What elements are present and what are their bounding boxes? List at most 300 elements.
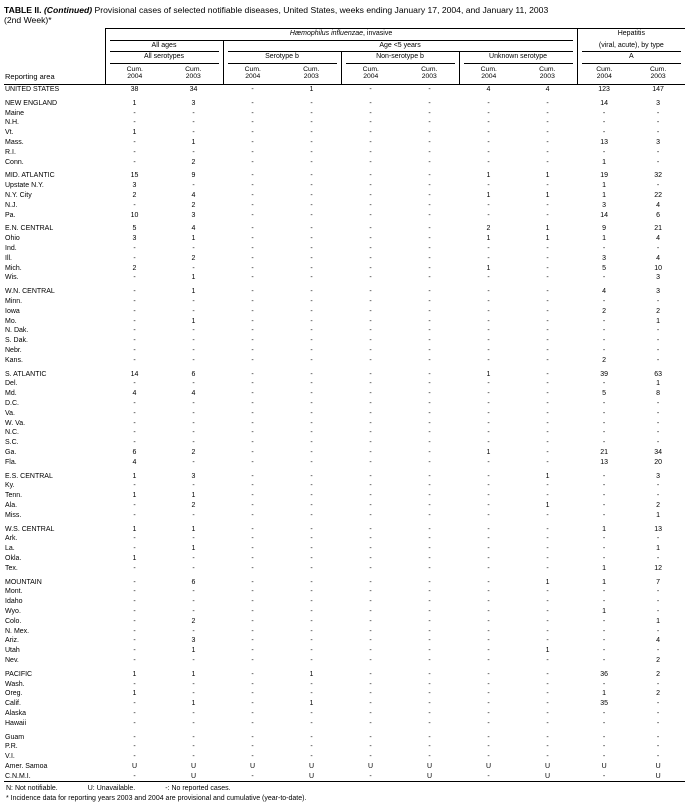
value-cell: - [369,380,372,388]
value-cell: - [192,598,195,606]
value-cell: - [428,700,431,708]
value-cell: - [133,419,136,427]
value-cell: - [487,627,490,635]
reporting-area-cell: S.C. [5,439,19,447]
value-cell: - [310,298,313,306]
value-cell: 2 [656,501,661,509]
value-cell: - [428,588,431,596]
value-cell: - [310,356,313,364]
value-cell: 4 [132,390,137,398]
col-header-cum-2003: Cum. 2003 [518,64,577,85]
value-cell: - [487,501,490,509]
value-cell: - [428,182,431,190]
value-cell: - [133,307,136,315]
value-cell: 2 [656,690,661,698]
reporting-area-cell: N.C. [5,429,19,437]
value-cell: 2 [191,158,196,166]
table-row [4,234,685,244]
value-cell: 3 [132,182,137,190]
value-cell: 3 [191,637,196,645]
value-cell: - [310,129,313,137]
value-cell: - [310,709,313,717]
region-row [4,468,685,482]
data-table [4,28,685,782]
value-cell: - [133,380,136,388]
value-cell: - [602,733,606,741]
value-cell: 3 [191,211,196,219]
value-cell: - [602,743,606,751]
value-cell: - [192,264,195,272]
value-cell: - [487,274,490,282]
value-cell: 36 [600,670,608,678]
reporting-area-cell: W. Va. [5,419,26,427]
value-cell: - [428,492,431,500]
value-cell: 22 [654,192,662,200]
value-cell: - [251,647,254,655]
value-cell: - [369,327,372,335]
value-cell: - [428,458,431,466]
value-cell: - [369,545,372,553]
value-cell: - [369,347,372,355]
value-cell: - [251,578,254,586]
value-cell: - [310,501,313,509]
reporting-area-cell: E.S. CENTRAL [5,472,53,480]
value-cell: - [369,148,372,156]
value-cell: - [487,578,490,586]
value-cell: - [369,182,372,190]
value-cell: - [251,390,254,398]
value-cell: - [369,439,372,447]
value-cell: - [369,307,372,315]
value-cell: - [656,607,660,615]
value-cell: 2 [602,307,607,315]
value-cell: - [487,158,490,166]
reporting-area-cell: N.J. [5,201,18,209]
col-header-cum-2003: Cum. 2003 [282,64,341,85]
value-cell: - [546,492,549,500]
reporting-area-cell: NEW ENGLAND [5,99,58,107]
value-cell: 1 [486,235,491,243]
value-cell: - [428,317,431,325]
value-cell: - [369,139,372,147]
value-cell: - [369,656,372,664]
value-cell: - [546,254,549,262]
value-cell: - [310,327,313,335]
value-cell: - [546,448,549,456]
reporting-area-cell: N. Dak. [5,327,29,335]
value-cell: 3 [132,235,137,243]
value-cell: 2 [191,254,196,262]
value-cell: - [602,709,606,717]
legend [4,784,686,793]
value-cell: - [251,235,254,243]
value-cell: - [487,670,490,678]
value-cell: - [602,598,606,606]
value-cell: - [546,753,549,761]
value-cell: - [428,148,431,156]
value-cell: - [487,492,490,500]
value-cell: - [546,274,549,282]
col-group-unknown-serotype: Unknown serotype [459,52,577,64]
value-cell: - [310,307,313,315]
value-cell: - [428,245,431,253]
value-cell: - [487,419,490,427]
value-cell: - [602,753,606,761]
col-group-all-serotypes: All serotypes [105,52,223,64]
col-group-hep-a: A [577,52,685,64]
value-cell: - [428,119,431,127]
value-cell: - [487,139,490,147]
value-cell: - [369,201,372,209]
value-cell: - [251,564,254,572]
value-cell: - [656,439,660,447]
value-cell: 15 [130,172,139,180]
value-cell: - [546,656,549,664]
value-cell: - [192,409,195,417]
value-cell: - [192,719,195,727]
table-row [4,379,685,389]
value-cell: - [192,627,195,635]
value-cell: - [428,254,431,262]
value-cell: - [251,690,254,698]
value-cell: 3 [656,288,661,296]
value-cell: 4 [545,86,550,94]
value-cell: - [428,211,431,219]
value-cell: - [369,700,372,708]
value-cell: - [546,307,549,315]
table-row [4,244,685,254]
col-header-cum-2004: Cum. 2004 [223,64,282,85]
value-cell: - [546,564,549,572]
value-cell: 1 [545,172,550,180]
value-cell: - [310,554,313,562]
value-cell: - [487,129,490,137]
value-cell: - [369,753,372,761]
value-cell: - [369,554,372,562]
value-cell: - [251,617,254,625]
value-cell: - [133,564,136,572]
value-cell: - [310,743,313,751]
haemophilus-label-italic: Hæmophilus influenzae [289,30,364,37]
value-cell: - [133,578,136,586]
value-cell: - [487,753,490,761]
value-cell: - [310,598,313,606]
value-cell: - [487,99,490,107]
table-row [4,534,685,544]
value-cell: U [131,762,138,770]
value-cell: - [546,680,549,688]
value-cell: - [428,554,431,562]
value-cell: - [546,607,549,615]
reporting-area-cell: Ga. [5,448,17,456]
value-cell: - [369,356,372,364]
value-cell: - [133,298,136,306]
reporting-area-cell: Colo. [5,617,22,625]
value-cell: 13 [600,139,608,147]
value-cell: 9 [191,172,196,180]
reporting-area-cell: Mich. [5,264,22,272]
value-cell: - [192,690,195,698]
value-cell: - [192,380,195,388]
footnote: * Incidence data for reporting years 2003 and 2004 are provisional and cumulative (year-to-date). [6,795,307,803]
value-cell: - [546,670,549,678]
value-cell: 1 [191,670,196,678]
value-cell: - [656,400,660,407]
reporting-area-cell: Utah [5,647,20,655]
table-row [4,264,685,274]
value-cell: - [602,119,606,127]
value-cell: - [487,201,490,209]
value-cell: - [251,419,254,427]
value-cell: - [192,109,195,117]
value-cell: - [251,598,254,606]
value-cell: - [656,598,660,606]
value-cell: 1 [602,192,607,200]
reporting-area-cell: Ill. [5,254,12,262]
value-cell: - [133,753,136,761]
table-row [4,201,685,211]
value-cell: - [133,733,136,741]
value-cell: - [487,327,490,335]
value-cell: - [251,637,254,645]
value-cell: - [428,274,431,282]
value-cell: - [428,129,431,137]
reporting-area-cell: MID. ATLANTIC [5,172,55,180]
value-cell: 1 [132,99,137,107]
table-row [4,554,685,564]
value-cell: - [133,254,136,262]
value-cell: - [487,656,490,664]
value-cell: - [369,525,372,533]
value-cell: - [428,617,431,625]
value-cell: - [369,458,372,466]
table-body [4,85,685,782]
value-cell: - [192,709,195,717]
value-cell: - [428,472,431,480]
value-cell: - [487,109,490,117]
value-cell: - [546,380,549,388]
value-cell: - [602,647,606,655]
value-cell: - [487,637,490,645]
value-cell: - [251,733,254,741]
table-row [4,587,685,597]
region-row [4,666,685,680]
value-cell: - [369,709,372,717]
value-cell: - [546,545,549,553]
reporting-area-cell: Wis. [5,274,19,282]
value-cell: 34 [189,86,198,94]
value-cell: - [487,554,490,562]
value-cell: - [251,429,254,437]
value-cell: 4 [191,390,196,398]
value-cell: - [428,535,431,543]
reporting-area-cell: Ohio [5,235,20,243]
value-cell: - [487,307,490,315]
value-cell: - [487,607,490,615]
value-cell: U [485,762,492,770]
value-cell: - [428,139,431,147]
value-cell: - [369,578,372,586]
value-cell: - [369,211,372,219]
table-title-text: Provisional cases of selected notifiable diseases, United States, weeks ending January 17, 2004, and January 11, 2003 [94,5,549,15]
value-cell: - [602,554,606,562]
value-cell: 1 [309,670,314,678]
value-cell: 21 [654,225,662,233]
col-group-serotype-b: Serotype b [223,52,341,64]
value-cell: - [428,288,431,296]
value-cell: - [133,274,136,282]
value-cell: - [428,307,431,315]
reporting-area-cell: W.N. CENTRAL [5,288,55,296]
value-cell: - [310,400,313,407]
table-row [4,762,685,772]
col-header-cum-2004: Cum. 2004 [459,64,518,85]
value-cell: - [251,347,254,355]
table-row [4,138,685,148]
reporting-area-cell: Minn. [5,298,23,306]
value-cell: 1 [602,182,607,190]
value-cell: - [310,274,313,282]
reporting-area-cell: D.C. [5,400,19,407]
reporting-area-cell: Ark. [5,535,18,543]
value-cell: - [487,380,490,388]
value-cell: 14 [130,370,139,378]
reporting-area-cell: Tex. [5,564,18,572]
reporting-area-cell: E.N. CENTRAL [5,225,54,233]
value-cell: - [251,400,254,407]
value-cell: - [656,743,660,751]
value-cell: - [369,419,372,427]
value-cell: - [369,370,372,378]
value-cell: - [251,753,254,761]
value-cell: 34 [654,448,662,456]
value-cell: - [487,598,490,606]
value-cell: - [192,753,195,761]
value-cell: 1 [309,700,314,708]
value-cell: - [369,288,372,296]
legend-unavailable: U: Unavailable. [87,785,136,793]
table-row [4,158,685,168]
col-group-all-ages: All ages [105,41,223,53]
reporting-area-cell: Ky. [5,482,15,490]
value-cell: 1 [545,578,550,586]
value-cell: - [310,182,313,190]
value-cell: - [133,511,136,519]
value-cell: - [546,637,549,645]
value-cell: 1 [545,225,550,233]
value-cell: - [133,598,136,606]
value-cell: 1 [602,578,607,586]
value-cell: - [133,148,136,156]
value-cell: 4 [656,254,661,262]
value-cell: - [369,501,372,509]
value-cell: - [310,288,313,296]
value-cell: - [602,656,606,664]
value-cell: - [133,627,136,635]
value-cell: - [546,264,549,272]
value-cell: - [487,429,490,437]
value-cell: - [656,554,660,562]
value-cell: - [428,99,431,107]
reporting-area-cell: Okla. [5,554,22,562]
value-cell: - [133,700,136,708]
table-row [4,148,685,158]
value-cell: - [369,733,372,741]
value-cell: - [602,617,606,625]
value-cell: - [602,380,606,388]
value-cell: 13 [654,525,662,533]
value-cell: 20 [654,458,662,466]
table-row [4,326,685,336]
value-cell: - [656,647,660,655]
value-cell: - [251,148,254,156]
value-cell: - [133,429,136,437]
value-cell: 2 [191,617,196,625]
value-cell: - [428,400,431,407]
value-cell: - [602,409,606,417]
value-cell: 1 [132,492,137,500]
value-cell: - [546,99,549,107]
value-cell: 1 [132,472,137,480]
value-cell: - [428,482,431,490]
value-cell: - [192,733,195,741]
value-cell: - [428,356,431,364]
value-cell: - [310,370,313,378]
value-cell: - [192,554,195,562]
value-cell: 1 [602,607,607,615]
value-cell: - [546,390,549,398]
value-cell: - [133,656,136,664]
value-cell: 1 [486,192,491,200]
table-row [4,448,685,458]
value-cell: - [602,637,606,645]
value-cell: - [133,400,136,407]
value-cell: - [369,254,372,262]
value-cell: - [428,192,431,200]
value-cell: 1 [191,492,196,500]
value-cell: - [310,607,313,615]
table-row [4,656,685,666]
region-row [4,95,685,109]
value-cell: - [369,511,372,519]
value-cell: 3 [656,139,661,147]
value-cell: - [428,201,431,209]
value-cell: - [310,119,313,127]
value-cell: 1 [545,501,550,509]
value-cell: - [428,439,431,447]
value-cell: - [546,370,549,378]
value-cell: - [310,225,313,233]
value-cell: - [656,753,660,761]
value-cell: - [310,656,313,664]
value-cell: - [133,709,136,717]
value-cell: - [369,535,372,543]
value-cell: - [546,627,549,635]
value-cell: - [310,492,313,500]
value-cell: U [655,762,661,770]
value-cell: - [369,274,372,282]
value-cell: - [133,356,136,364]
value-cell: 1 [309,86,314,94]
value-cell: - [546,109,549,117]
value-cell: - [656,337,660,345]
haemophilus-label-rest: , invasive [363,30,393,37]
value-cell: 2 [191,448,196,456]
value-cell: - [546,588,549,596]
value-cell: - [369,670,372,678]
value-cell: - [251,274,254,282]
table-row [4,254,685,264]
